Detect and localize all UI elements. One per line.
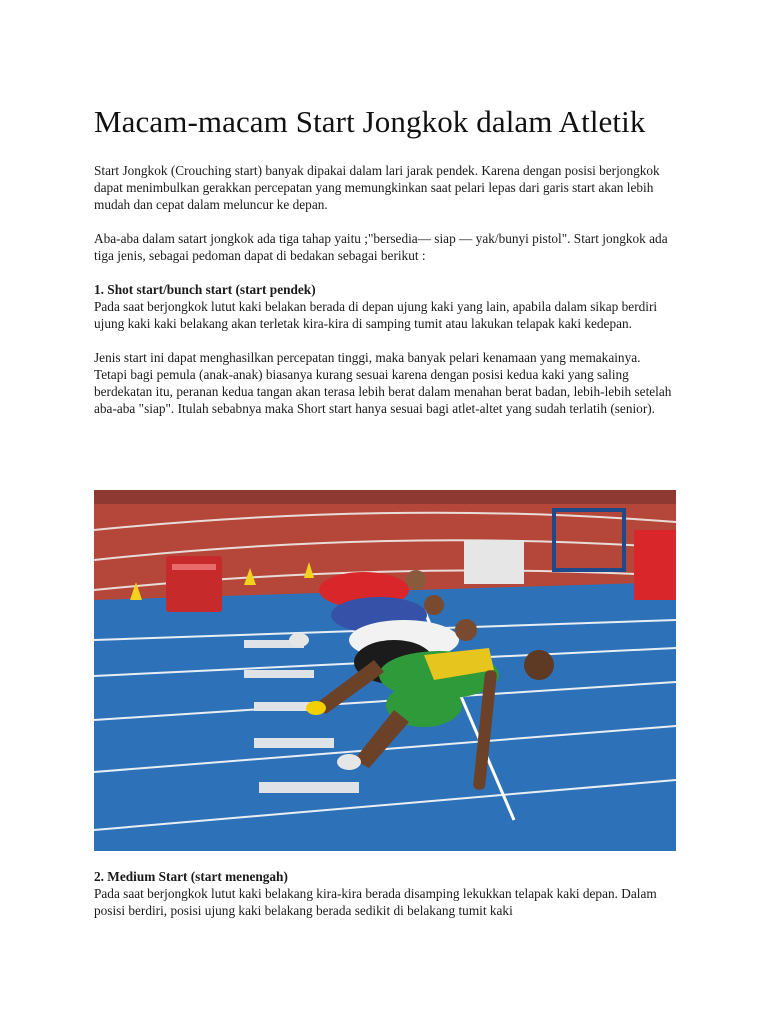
article-title: Macam-macam Start Jongkok dalam Atletik [94, 104, 646, 139]
intro-paragraph: Start Jongkok (Crouching start) banyak dipakai dalam lari jarak pendek. Karena dengan posisi berjongkok dapat menimbulkan gerakkan percepatan yang memungkinkan saat pelari lepas dari garis start akan lebih mudah dan cepat dalam meluncur ke depan. [94, 163, 660, 212]
section-heading: 2. Medium Start (start menengah) [94, 869, 288, 884]
sprinters-illustration [94, 490, 676, 851]
section-short-start [94, 281, 676, 417]
section-body-2: Jenis start ini dapat menghasilkan percepatan tinggi, maka banyak pelari kenamaan yang memakainya. Tetapi bagi pemula (anak-anak) biasanya kurang sesuai karena dengan posisi kedua kaki yang saling berdekatan itu, peranan kedua tangan akan terasa lebih berat dalam menahan berat badan, lebih-lebih setelah aba-aba "siap". Itulah sebabnya maka Short start hanya sesuai bagi atlet-altet yang sudah terlatih (senior). [94, 350, 672, 416]
document-page [94, 104, 676, 434]
sprinters-photo [94, 490, 676, 851]
section-medium-start [94, 868, 676, 936]
section-heading: 1. Shot start/bunch start (start pendek) [94, 282, 316, 297]
section-body: Pada saat berjongkok lutut kaki belakan berada di depan ujung kaki yang lain, apabila dalam sikap berdiri ujung kaki kaki belakang akan terletak kira-kira di samping tumit atau lakukan telapak kaki kedepan. [94, 299, 658, 331]
stages-paragraph: Aba-aba dalam satart jongkok ada tiga tahap yaitu ;"bersedia— siap — yak/bunyi pistol". Start jongkok ada tiga jenis, sebagai pedoman dapat di bedakan sebagai berikut : [94, 231, 668, 263]
section-body: Pada saat berjongkok lutut kaki belakang kira-kira berada disamping lekukkan telapak kaki depan. Dalam posisi berdiri, posisi ujung kaki belakang berada sedikit di belakang tumit kaki [94, 886, 657, 918]
